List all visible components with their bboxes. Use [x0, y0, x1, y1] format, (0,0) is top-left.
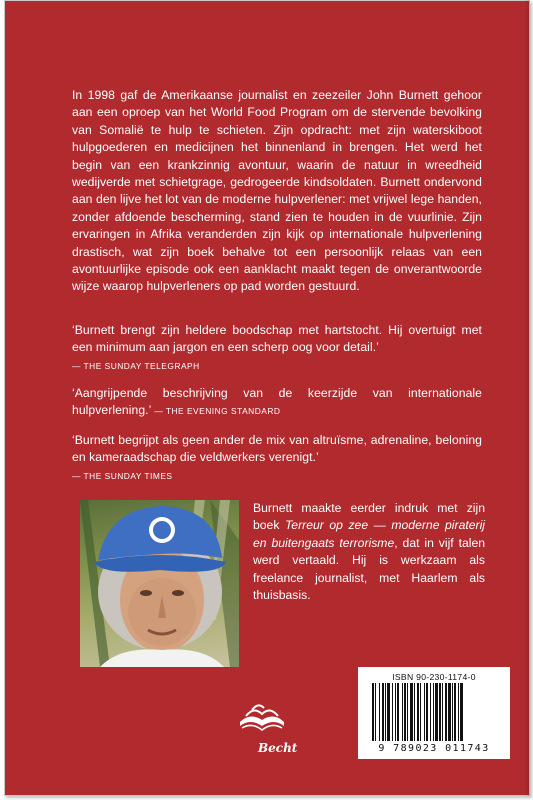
isbn-number: ISBN 90-230-1174-0 [392, 672, 476, 682]
blurb-paragraph: In 1998 gaf de Amerikaanse journalist en zeezeiler John Burnett gehoor aan een oproep van het World Food Program om de stervende bevolking van Somalië te hulp te schieten. Zijn opdracht: met zijn waterskiboot hulpgoederen en medicijnen het binnenland in brengen. Het werd het begin van een krankzinnig avontuur, waarin de natuur in wreedheid wedijverde met schietgrage, gedrogeerde kindsoldaten. Burnett ondervond aan den lijve het lot van de moderne hulpverlener: met vrijwel lege handen, zonder afdoende bescherming, stand zien te houden in de vuurlinie. Zijn ervaringen in Afrika veranderden zijn kijk op internationale hulpverlening drastisch, wat zijn boek behalve tot een persoonlijk relaas van een avontuurlijke episode ook een aanklacht maakt tegen de onverantwoorde wijze waarop hulpverleners op pad worden gestuurd. [72, 88, 482, 294]
quote-source: — THE SUNDAY TIMES [72, 470, 173, 481]
barcode-bars [372, 683, 496, 745]
review-quote-2 [72, 385, 482, 421]
author-bio: Burnett maakte eerder indruk met zijn boek Terreur op zee — moderne piraterij en buitengaats terrorisme, dat in vijf talen werd vertaald. Hij is werkzaam als freelance journalist, met Haarlem als thuisbasis. [253, 501, 486, 603]
review-quote-1 [72, 322, 482, 375]
isbn-barcode [358, 667, 510, 759]
quote-source: — THE EVENING STANDARD [154, 406, 281, 417]
book-logo-icon [236, 700, 288, 744]
quote-text: ‘Burnett brengt zijn heldere boodschap met hartstocht. Hij overtuigt met een minimum aan jargon en een scherp oog voor detail.’ — THE SUNDAY TELEGRAPH [72, 323, 482, 371]
barcode-digits: 9 789023 011743 [378, 743, 490, 754]
author-photo [80, 500, 239, 667]
publisher-name: Becht [258, 741, 298, 755]
quote-source: — THE SUNDAY TELEGRAPH [72, 360, 200, 371]
quote-text: ‘Burnett begrijpt als geen ander de mix van altruïsme, adrenaline, beloning en kameraadschap die veldwerkers verenigt.’ — THE SUNDAY TIMES [72, 433, 482, 481]
quote-text: ‘Aangrijpende beschrijving van de keerzijde van internationale hulpverlening.’ — THE EVENING STANDARD [72, 386, 482, 418]
review-quote-3 [72, 432, 482, 485]
book-title: Terreur op zee — moderne piraterij en buitengaats terrorisme [253, 518, 485, 550]
book-back-cover [4, 0, 530, 796]
